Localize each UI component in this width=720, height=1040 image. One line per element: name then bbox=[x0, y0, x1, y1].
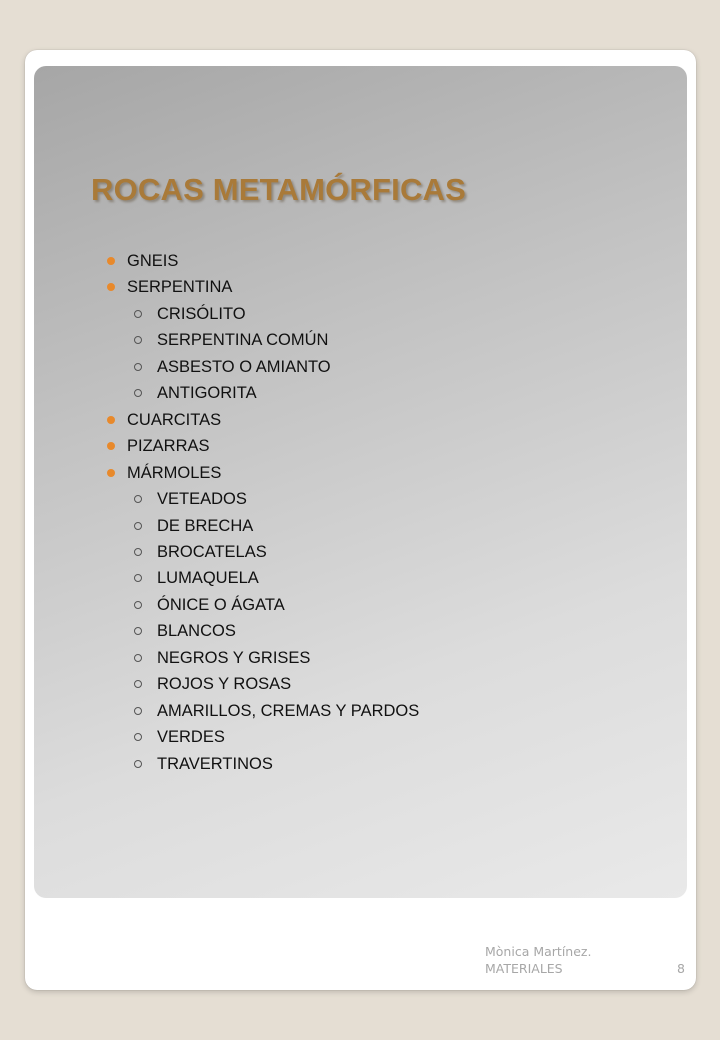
sub-bullet-item bbox=[157, 671, 291, 697]
bullet-circle-icon bbox=[134, 548, 142, 556]
bullet-text: MÁRMOLES bbox=[127, 463, 222, 482]
bullet-circle-icon bbox=[134, 574, 142, 582]
bullet-text: AMARILLOS, CREMAS Y PARDOS bbox=[157, 701, 420, 720]
bullet-item bbox=[127, 407, 221, 433]
footer bbox=[485, 943, 591, 977]
slide bbox=[25, 50, 696, 990]
sub-bullet-item bbox=[157, 513, 253, 539]
bullet-item bbox=[127, 433, 210, 459]
bullet-text: ANTIGORITA bbox=[157, 384, 257, 403]
sub-bullet-item bbox=[157, 618, 236, 644]
sub-bullet-item bbox=[157, 327, 328, 353]
bullet-circle-icon bbox=[134, 389, 142, 397]
bullet-circle-icon bbox=[134, 627, 142, 635]
bullet-item bbox=[127, 248, 178, 274]
sub-bullet-item bbox=[157, 539, 267, 565]
sub-bullet-item bbox=[157, 301, 246, 327]
footer-author: Mònica Martínez. bbox=[485, 944, 592, 959]
bullet-dot-icon bbox=[107, 416, 115, 424]
bullet-dot-icon bbox=[107, 469, 115, 477]
bullet-text: LUMAQUELA bbox=[157, 569, 259, 588]
bullet-text: BROCATELAS bbox=[157, 542, 267, 561]
bullet-text: CRISÓLITO bbox=[157, 304, 246, 323]
bullet-item bbox=[127, 274, 232, 300]
sub-bullet-item bbox=[157, 592, 285, 618]
sub-bullet-item bbox=[157, 380, 257, 406]
sub-bullet-item bbox=[157, 751, 273, 777]
bullet-text: SERPENTINA COMÚN bbox=[157, 331, 329, 350]
bullet-circle-icon bbox=[134, 654, 142, 662]
bullet-circle-icon bbox=[134, 601, 142, 609]
bullet-text: VERDES bbox=[157, 728, 225, 747]
bullet-text: ASBESTO O AMIANTO bbox=[157, 357, 331, 376]
bullet-dot-icon bbox=[107, 257, 115, 265]
bullet-text: TRAVERTINOS bbox=[157, 754, 273, 773]
page-number: 8 bbox=[677, 961, 685, 976]
bullet-circle-icon bbox=[134, 336, 142, 344]
bullet-text: VETEADOS bbox=[157, 490, 247, 509]
bullet-dot-icon bbox=[107, 442, 115, 450]
bullet-text: BLANCOS bbox=[157, 622, 236, 641]
sub-bullet-item bbox=[157, 698, 419, 724]
bullet-text: ÓNICE O ÁGATA bbox=[157, 595, 285, 614]
bullet-text: ROJOS Y ROSAS bbox=[157, 675, 292, 694]
bullet-text: SERPENTINA bbox=[127, 278, 233, 297]
sub-bullet-item bbox=[157, 486, 247, 512]
bullet-dot-icon bbox=[107, 283, 115, 291]
sub-bullet-item bbox=[157, 724, 225, 750]
bullet-circle-icon bbox=[134, 310, 142, 318]
bullet-text: CUARCITAS bbox=[127, 410, 222, 429]
slide-title: ROCAS METAMÓRFICAS bbox=[91, 172, 467, 207]
bullet-text: PIZARRAS bbox=[127, 437, 210, 456]
content-panel bbox=[34, 66, 687, 898]
bullet-text: GNEIS bbox=[127, 252, 179, 270]
bullet-text: DE BRECHA bbox=[157, 516, 254, 535]
bullet-item bbox=[127, 460, 221, 486]
bullet-circle-icon bbox=[134, 707, 142, 715]
sub-bullet-item bbox=[157, 354, 331, 380]
bullet-text: NEGROS Y GRISES bbox=[157, 648, 311, 667]
bullet-circle-icon bbox=[134, 760, 142, 768]
bullet-circle-icon bbox=[134, 733, 142, 741]
bullet-circle-icon bbox=[134, 522, 142, 530]
sub-bullet-item bbox=[157, 565, 259, 591]
bullet-circle-icon bbox=[134, 495, 142, 503]
sub-bullet-item bbox=[157, 645, 310, 671]
bullet-circle-icon bbox=[134, 680, 142, 688]
bullet-circle-icon bbox=[134, 363, 142, 371]
footer-subject: MATERIALES bbox=[485, 961, 563, 976]
